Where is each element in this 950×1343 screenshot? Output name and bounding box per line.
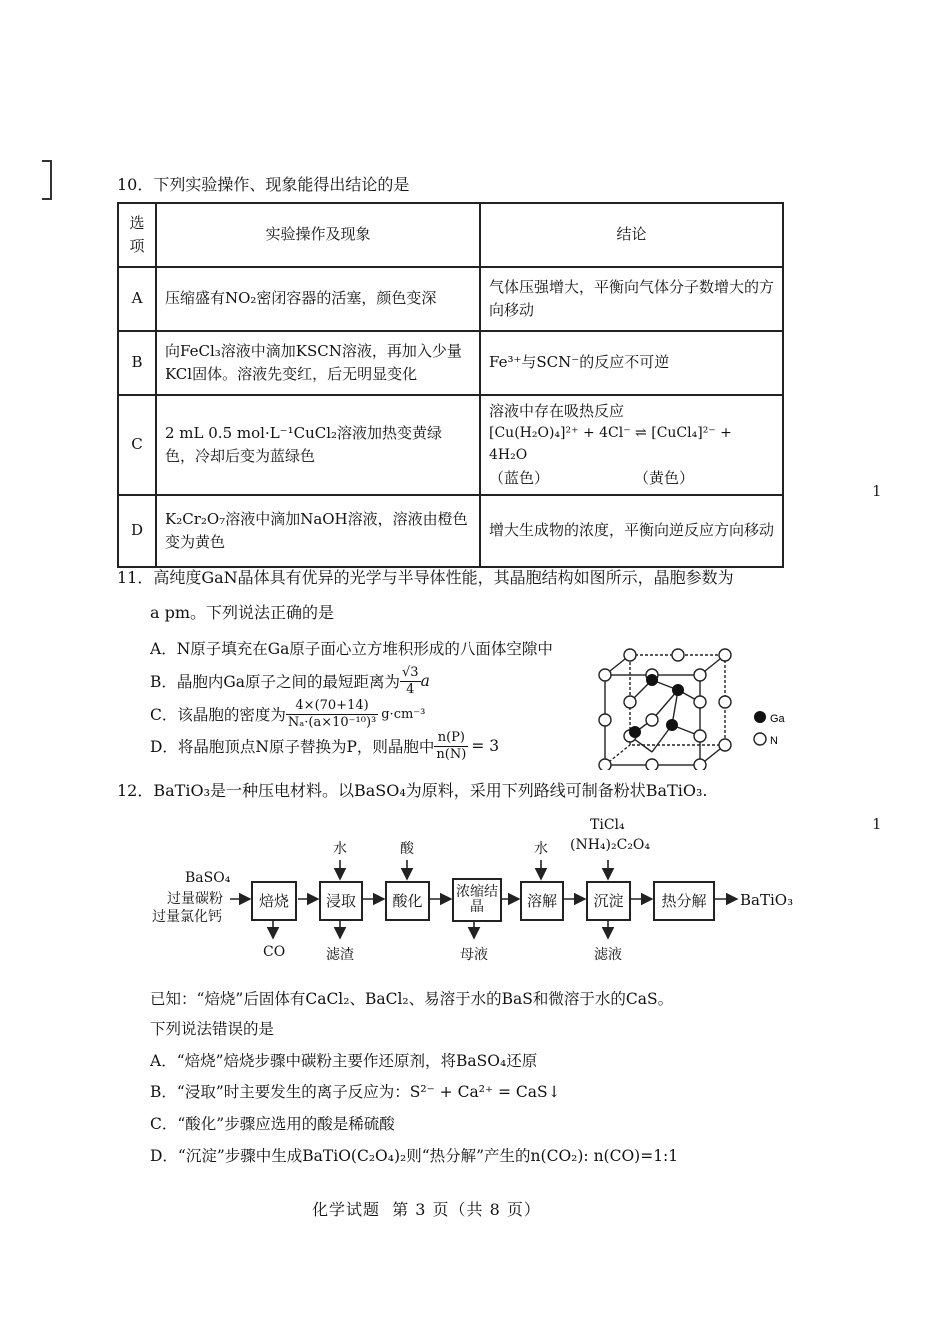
input-label: 过量氯化钙 [152, 909, 222, 925]
q12-option-b: B．“浸取”时主要发生的离子反应为：S²⁻ + Ca²⁺ = CaS↓ [150, 1083, 561, 1101]
legend-ga: Ga [770, 713, 785, 725]
fraction-denominator: Nₐ·(a×10⁻¹⁰)³ [287, 714, 377, 730]
header-conclusion: 结论 [480, 203, 783, 267]
table-header-row [118, 203, 783, 267]
legend-n: N [770, 735, 778, 747]
color-label-yellow: （黄色） [633, 468, 694, 487]
step-pyrolysis: 热分解 [653, 881, 715, 921]
top-label-acid: 酸 [400, 841, 414, 857]
q11-stem-cont: a pm。下列说法正确的是 [150, 603, 335, 622]
header-option: 选项 [118, 203, 156, 267]
row-conclusion: Fe³⁺与SCN⁻的反应不可逆 [480, 331, 783, 395]
top-label-water2: 水 [534, 841, 548, 857]
step-roast: 焙烧 [251, 881, 297, 921]
product-label: BaTiO₃ [740, 891, 794, 909]
side-number: 1 [872, 815, 882, 833]
option-text: D．将晶胞顶点N原子替换为P，则晶胞中 [150, 738, 435, 757]
fraction-denominator: 4 [406, 681, 415, 697]
q11-stem: 11．高纯度GaN晶体具有优异的光学与半导体性能，其晶胞结构如图所示，晶胞参数为 [117, 568, 734, 587]
row-operation: 向FeCl₃溶液中滴加KSCN溶液，再加入少量KCl固体。溶液先变红，后无明显变化 [156, 331, 480, 395]
margin-marker [42, 160, 52, 200]
row-operation: 2 mL 0.5 mol·L⁻¹CuCl₂溶液加热变黄绿色，冷却后变为蓝绿色 [156, 395, 480, 495]
bottom-label-co: CO [263, 944, 286, 960]
equilibrium-equation: [Cu(H₂O)₄]²⁺ + 4Cl⁻ ⇌ [CuCl₄]²⁻ + 4H₂O [489, 425, 732, 463]
fraction-numerator: √3 [402, 665, 419, 680]
q12-option-d: D．“沉淀”步骤中生成BaTiO(C₂O₄)₂则“热分解”产生的n(CO₂): n(CO)=1:1 [150, 1147, 679, 1165]
top-label-water: 水 [333, 841, 347, 857]
option-text: B．晶胞内Ga原子之间的最短距离为 [150, 673, 401, 692]
q11-option-d [150, 730, 499, 762]
step-crystallize: 浓缩结晶 [452, 878, 502, 922]
q11-option-b [150, 665, 430, 697]
fraction-denominator: n(N) [436, 746, 467, 762]
legend-n-marker [754, 733, 766, 745]
bottom-label-filtrate: 滤液 [594, 947, 622, 963]
bottom-label-mother-liquor: 母液 [460, 947, 488, 963]
top-label-ticl4: TiCl₄ [590, 817, 625, 833]
input-label: 过量碳粉 [167, 891, 223, 907]
row-conclusion [480, 395, 783, 495]
q12-ask: 下列说法错误的是 [150, 1020, 275, 1038]
q10-title: 10．下列实验操作、现象能得出结论的是 [117, 175, 410, 194]
step-acidify: 酸化 [385, 881, 430, 921]
table-row [118, 495, 783, 567]
row-conclusion: 增大生成物的浓度，平衡向逆反应方向移动 [480, 495, 783, 567]
crystal-structure-diagram [590, 640, 790, 770]
row-operation: 压缩盛有NO₂密闭容器的活塞，颜色变深 [156, 267, 480, 331]
option-text: a [420, 672, 430, 691]
step-leach: 浸取 [319, 881, 363, 921]
option-text: g·cm⁻³ [381, 706, 426, 722]
header-operation: 实验操作及现象 [156, 203, 480, 267]
q12-option-a: A．“焙烧”焙烧步骤中碳粉主要作还原剂，将BaSO₄还原 [150, 1052, 538, 1070]
table-row [118, 331, 783, 395]
table-row [118, 395, 783, 495]
option-text: C．该晶胞的密度为 [150, 706, 286, 725]
step-precipitate: 沉淀 [586, 881, 631, 921]
q11-option-c [150, 698, 425, 730]
row-option: A [118, 267, 156, 331]
conclusion-line: 溶液中存在吸热反应 [489, 402, 625, 420]
page-footer: 化学试题 第 3 页（共 8 页） [312, 1200, 541, 1219]
row-option: C [118, 395, 156, 495]
fraction-numerator: n(P) [434, 730, 468, 747]
q11-option-a: A．N原子填充在Ga原子面心立方堆积形成的八面体空隙中 [150, 640, 553, 658]
q10-table [117, 202, 784, 568]
option-text: = 3 [471, 737, 500, 756]
row-operation: K₂Cr₂O₇溶液中滴加NaOH溶液，溶液由橙色变为黄色 [156, 495, 480, 567]
input-label: BaSO₄ [185, 870, 231, 886]
legend-ga-marker [754, 711, 766, 723]
q12-option-c: C．“酸化”步骤应选用的酸是稀硫酸 [150, 1115, 395, 1133]
row-option: D [118, 495, 156, 567]
bottom-label-residue: 滤渣 [326, 947, 354, 963]
side-number: 1 [872, 482, 882, 500]
step-dissolve: 溶解 [520, 881, 564, 921]
color-label-blue: （蓝色） [489, 468, 550, 487]
row-conclusion: 气体压强增大，平衡向气体分子数增大的方向移动 [480, 267, 783, 331]
q12-known: 已知：“焙烧”后固体有CaCl₂、BaCl₂、易溶于水的BaS和微溶于水的CaS。 [150, 990, 674, 1008]
fraction-numerator: 4×(70+14) [286, 698, 378, 715]
top-label-oxalate: (NH₄)₂C₂O₄ [570, 837, 651, 853]
row-option: B [118, 331, 156, 395]
q12-stem: 12．BaTiO₃是一种压电材料。以BaSO₄为原料，采用下列路线可制备粉状BaTiO₃. [117, 781, 708, 800]
table-row [118, 267, 783, 331]
